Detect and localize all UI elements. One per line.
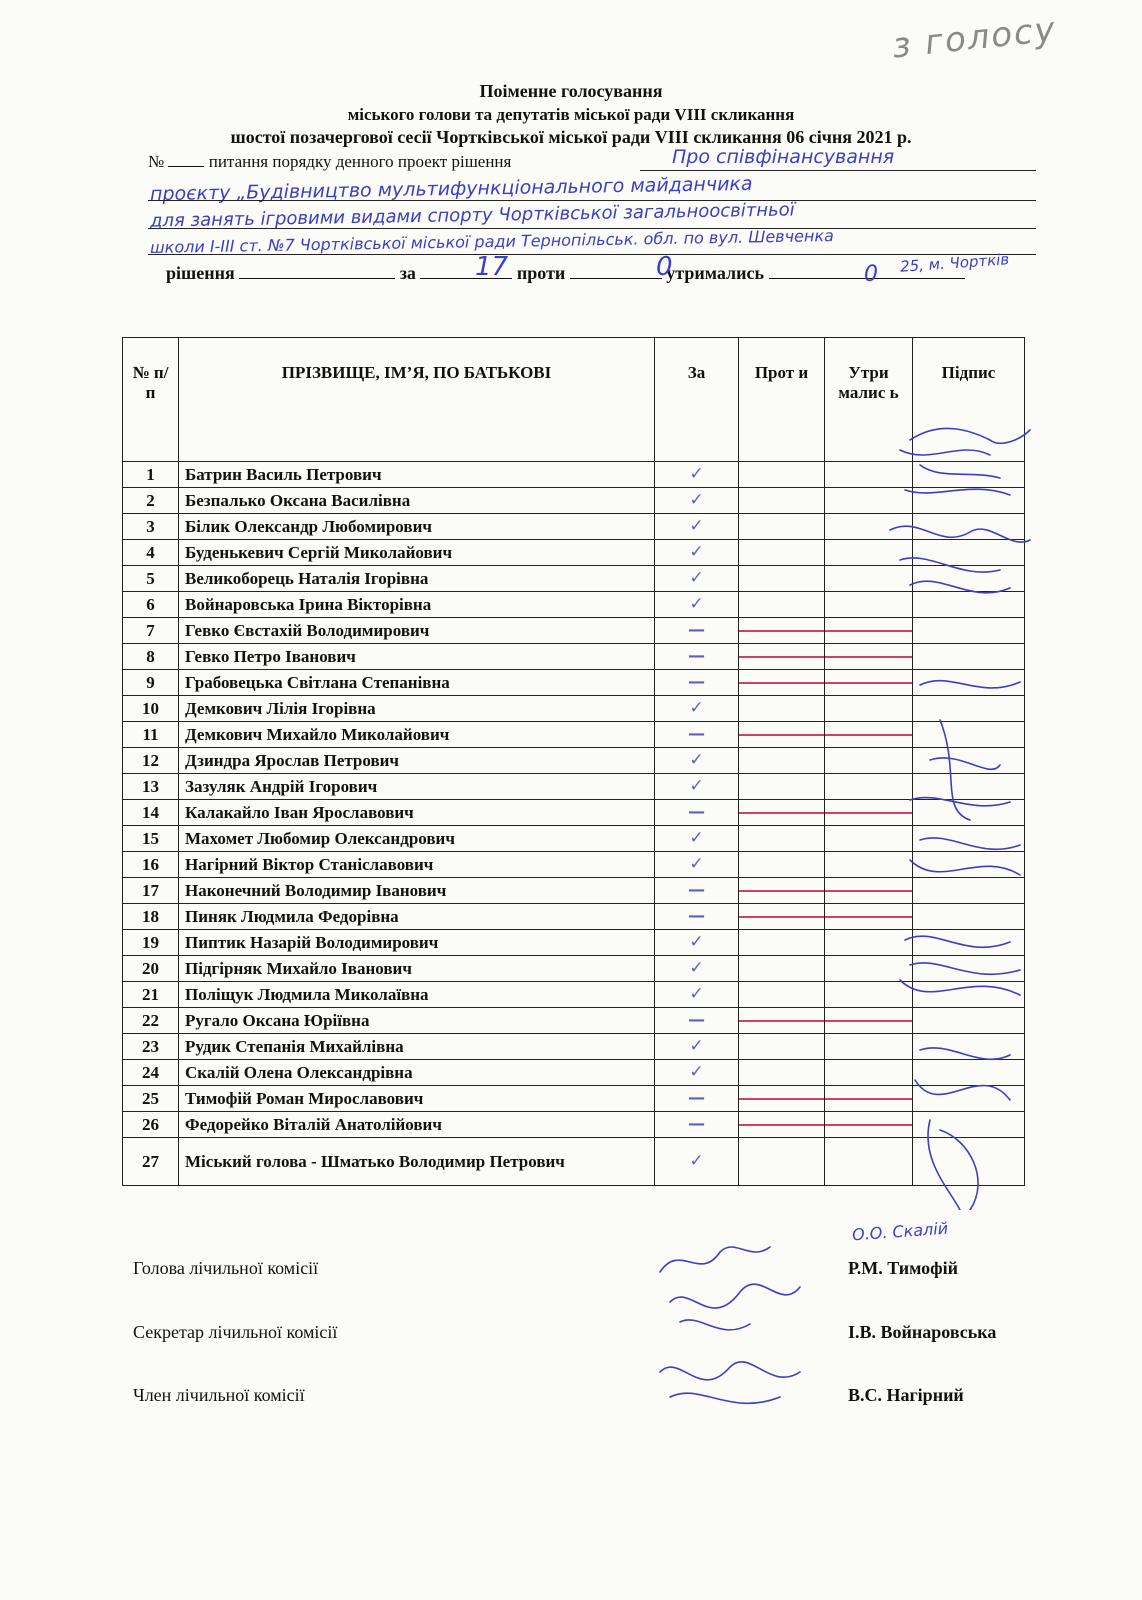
chair-handwritten-note: О.О. Скалій xyxy=(851,1218,949,1245)
header-session: шостої позачергової сесії Чортківської міської ради VIII скликання 06 січня 2021 р. xyxy=(230,127,912,147)
project-rule-4 xyxy=(148,254,1036,255)
row-vote-for: — xyxy=(655,722,739,748)
header-title: Поіменне голосування xyxy=(479,81,663,101)
row-name: Гевко Петро Іванович xyxy=(179,644,655,670)
absent-strike-line xyxy=(739,656,824,658)
row-vote-for: ✓ xyxy=(655,592,739,618)
row-vote-against xyxy=(739,566,825,592)
row-number: 23 xyxy=(123,1034,179,1060)
row-number: 26 xyxy=(123,1112,179,1138)
commission-signatures xyxy=(640,1232,820,1432)
row-vote-for: ✓ xyxy=(655,1034,739,1060)
row-name: Буденькевич Сергій Миколайович xyxy=(179,540,655,566)
row-vote-for: ✓ xyxy=(655,1060,739,1086)
member-label: Член лічильної комісії xyxy=(133,1385,305,1405)
row-number: 17 xyxy=(123,878,179,904)
row-number: 5 xyxy=(123,566,179,592)
row-number: 2 xyxy=(123,488,179,514)
chair-label: Голова лічильної комісії xyxy=(133,1258,319,1278)
row-vote-for: ✓ xyxy=(655,514,739,540)
row-vote-for: ✓ xyxy=(655,1138,739,1186)
row-vote-against xyxy=(739,592,825,618)
absent-strike-line xyxy=(739,1124,824,1126)
secretary-label: Секретар лічильної комісії xyxy=(133,1322,338,1342)
row-number: 11 xyxy=(123,722,179,748)
col-header-number: № п/п xyxy=(123,338,179,462)
row-number: 7 xyxy=(123,618,179,644)
row-number: 20 xyxy=(123,956,179,982)
row-name: Пиняк Людмила Федорівна xyxy=(179,904,655,930)
row-vote-for: ✓ xyxy=(655,696,739,722)
row-name: Рудик Степанія Михайлівна xyxy=(179,1034,655,1060)
decision-label: рішення xyxy=(166,263,235,283)
row-name: Зазуляк Андрій Ігорович xyxy=(179,774,655,800)
row-vote-against xyxy=(739,1138,825,1186)
row-vote-against xyxy=(739,774,825,800)
row-number: 9 xyxy=(123,670,179,696)
row-number: 21 xyxy=(123,982,179,1008)
abstain-label: утримались xyxy=(666,263,764,283)
row-number: 12 xyxy=(123,748,179,774)
row-number: 15 xyxy=(123,826,179,852)
row-vote-against xyxy=(739,488,825,514)
row-vote-against xyxy=(739,852,825,878)
row-vote-for: ✓ xyxy=(655,748,739,774)
for-count-handwritten: 17 xyxy=(475,252,509,282)
row-number: 16 xyxy=(123,852,179,878)
row-name: Скалій Олена Олександрівна xyxy=(179,1060,655,1086)
row-name: Батрин Василь Петрович xyxy=(179,462,655,488)
absent-strike-line xyxy=(739,734,824,736)
row-name: Махомет Любомир Олександрович xyxy=(179,826,655,852)
row-name: Наконечний Володимир Іванович xyxy=(179,878,655,904)
row-vote-for: ✓ xyxy=(655,982,739,1008)
member-name: В.С. Нагірний xyxy=(848,1385,964,1405)
row-name: Федорейко Віталій Анатолійович xyxy=(179,1112,655,1138)
project-title-handwritten-2: проєкту „Будівництво мультифункціонального майданчика xyxy=(149,172,753,206)
row-vote-for: — xyxy=(655,878,739,904)
project-title-handwritten-5: 25, м. Чортків xyxy=(899,250,1010,276)
row-vote-for: ✓ xyxy=(655,956,739,982)
deputy-signatures xyxy=(880,420,1040,1210)
agenda-text: питання порядку денного проект рішення xyxy=(208,152,512,171)
row-number: 24 xyxy=(123,1060,179,1086)
absent-strike-line xyxy=(739,630,824,632)
against-blank xyxy=(570,262,662,279)
against-label: проти xyxy=(516,263,566,283)
row-name: Міський голова - Шматько Володимир Петрович xyxy=(179,1138,655,1186)
row-name: Підгірняк Михайло Іванович xyxy=(179,956,655,982)
row-vote-against xyxy=(739,1112,825,1138)
row-number: 14 xyxy=(123,800,179,826)
row-number: 10 xyxy=(123,696,179,722)
row-vote-against xyxy=(739,670,825,696)
absent-strike-line xyxy=(739,1098,824,1100)
row-name: Великоборець Наталія Ігорівна xyxy=(179,566,655,592)
row-number: 4 xyxy=(123,540,179,566)
col-header-against: Прот и xyxy=(739,338,825,462)
row-number: 3 xyxy=(123,514,179,540)
row-vote-for: ✓ xyxy=(655,826,739,852)
row-vote-against xyxy=(739,956,825,982)
row-vote-for: ✓ xyxy=(655,852,739,878)
row-number: 25 xyxy=(123,1086,179,1112)
absent-strike-line xyxy=(739,890,824,892)
row-vote-for: ✓ xyxy=(655,566,739,592)
row-vote-against xyxy=(739,644,825,670)
row-vote-for: — xyxy=(655,1008,739,1034)
row-vote-against xyxy=(739,904,825,930)
row-vote-against xyxy=(739,1060,825,1086)
row-number: 1 xyxy=(123,462,179,488)
row-vote-against xyxy=(739,800,825,826)
project-rule-2 xyxy=(148,200,1036,201)
project-title-handwritten-1: Про співфінансування xyxy=(672,146,895,168)
absent-strike-line xyxy=(739,916,824,918)
row-name: Демкович Лілія Ігорівна xyxy=(179,696,655,722)
row-vote-for: ✓ xyxy=(655,462,739,488)
row-vote-for: — xyxy=(655,800,739,826)
absent-strike-line xyxy=(739,1020,824,1022)
row-name: Ругало Оксана Юріївна xyxy=(179,1008,655,1034)
agenda-line xyxy=(148,150,511,172)
row-name: Безпалько Оксана Василівна xyxy=(179,488,655,514)
row-vote-against xyxy=(739,826,825,852)
row-name: Тимофій Роман Мирославович xyxy=(179,1086,655,1112)
row-vote-for: ✓ xyxy=(655,930,739,956)
col-header-for: За xyxy=(655,338,739,462)
row-number: 13 xyxy=(123,774,179,800)
abstain-count-handwritten: 0 xyxy=(864,262,878,287)
row-name: Грабовецька Світлана Степанівна xyxy=(179,670,655,696)
row-vote-for: — xyxy=(655,644,739,670)
row-vote-against xyxy=(739,696,825,722)
absent-strike-line xyxy=(739,812,824,814)
project-title-handwritten-3: для занять ігровими видами спорту Чортківської загальноосвітньої xyxy=(149,199,795,232)
row-name: Калакайло Іван Ярославович xyxy=(179,800,655,826)
col-header-signature: Підпис xyxy=(913,338,1025,462)
row-vote-against xyxy=(739,462,825,488)
header-subtitle: міського голови та депутатів міської ради VIII скликання xyxy=(347,105,795,124)
row-vote-against xyxy=(739,930,825,956)
col-header-name: ПРІЗВИЩЕ, ІМ’Я, ПО БАТЬКОВІ xyxy=(179,338,655,462)
row-number: 18 xyxy=(123,904,179,930)
project-title-handwritten-4: школи І-ІІІ ст. №7 Чортківської міської ради Тернопільськ. обл. по вул. Шевченка xyxy=(149,226,835,257)
col-header-abstain: Утри малис ь xyxy=(825,338,913,462)
row-vote-for: — xyxy=(655,1086,739,1112)
row-vote-against xyxy=(739,540,825,566)
agenda-number-prefix: № xyxy=(148,152,165,171)
row-vote-for: ✓ xyxy=(655,488,739,514)
row-number: 19 xyxy=(123,930,179,956)
row-number: 22 xyxy=(123,1008,179,1034)
row-vote-against xyxy=(739,1008,825,1034)
row-vote-against xyxy=(739,722,825,748)
project-rule-3 xyxy=(148,228,1036,229)
row-vote-against xyxy=(739,1086,825,1112)
chair-name: Р.М. Тимофій xyxy=(848,1258,959,1278)
decision-blank xyxy=(239,262,395,279)
corner-handwritten-note: з голосу xyxy=(890,9,1059,67)
secretary-name: І.В. Войнаровська xyxy=(848,1322,997,1342)
row-vote-for: — xyxy=(655,904,739,930)
absent-strike-line xyxy=(739,682,824,684)
row-vote-against xyxy=(739,982,825,1008)
row-name: Поліщук Людмила Миколаївна xyxy=(179,982,655,1008)
for-label: за xyxy=(399,263,416,283)
row-number: 6 xyxy=(123,592,179,618)
row-name: Білик Олександр Любомирович xyxy=(179,514,655,540)
row-name: Дзиндра Ярослав Петрович xyxy=(179,748,655,774)
row-vote-for: — xyxy=(655,618,739,644)
row-vote-for: — xyxy=(655,1112,739,1138)
row-number: 8 xyxy=(123,644,179,670)
row-name: Пиптик Назарій Володимирович xyxy=(179,930,655,956)
row-vote-for: ✓ xyxy=(655,774,739,800)
row-vote-against xyxy=(739,748,825,774)
row-number: 27 xyxy=(123,1138,179,1186)
row-name: Демкович Михайло Миколайович xyxy=(179,722,655,748)
row-vote-against xyxy=(739,878,825,904)
document-header xyxy=(0,80,1142,149)
row-vote-against xyxy=(739,514,825,540)
row-name: Войнаровська Ірина Вікторівна xyxy=(179,592,655,618)
row-name: Нагірний Віктор Станіславович xyxy=(179,852,655,878)
row-vote-for: — xyxy=(655,670,739,696)
row-name: Гевко Євстахій Володимирович xyxy=(179,618,655,644)
against-count-handwritten: 0 xyxy=(656,252,673,282)
row-vote-for: ✓ xyxy=(655,540,739,566)
project-rule-1 xyxy=(640,170,1036,171)
agenda-number-blank xyxy=(168,150,204,167)
row-vote-against xyxy=(739,618,825,644)
row-vote-against xyxy=(739,1034,825,1060)
results-line xyxy=(166,262,965,284)
